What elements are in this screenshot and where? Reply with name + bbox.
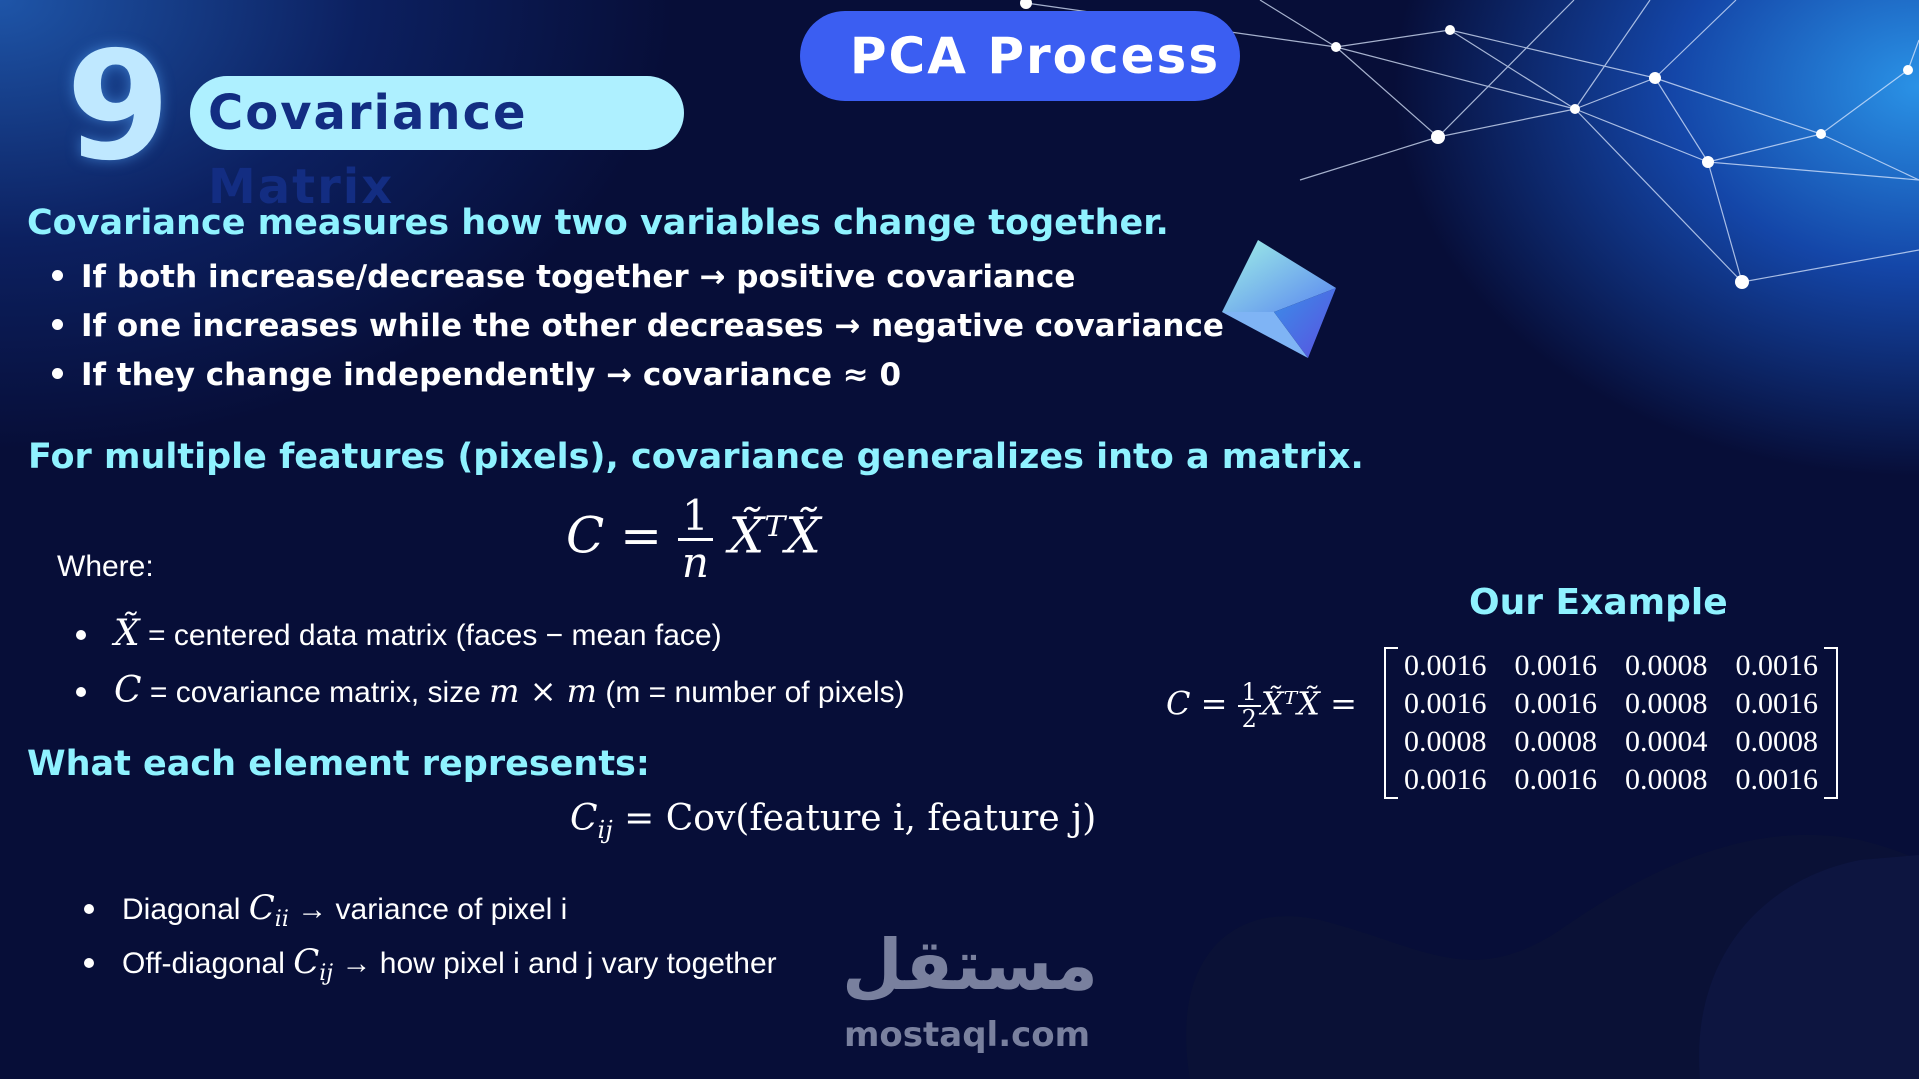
bullet-text: → how pixel i and j vary together [333,947,777,980]
slide-title: Covariance Matrix [190,76,684,150]
matrix-cell: 0.0016 [1514,687,1597,720]
formula-equals: = [1330,684,1357,723]
matrix-cell: 0.0016 [1735,687,1818,720]
bullet-text: Off-diagonal [122,947,294,980]
bullet-dot [84,958,94,968]
fraction-denominator: 2 [1241,705,1257,734]
formula-lhs: C [1166,684,1191,723]
bullet-text: = centered data matrix (faces − mean face) [139,619,722,652]
formula-lhs: C [570,798,598,839]
matrix-cell: 0.0008 [1514,725,1597,758]
formula-equals: = [1200,684,1228,723]
list-item [52,259,1075,295]
watermark-logo-arabic: مستقل [842,924,1099,1006]
symbol-subscript: ii [274,907,289,932]
bullet-dot [76,687,86,697]
matrix-cell: 0.0004 [1625,725,1708,758]
where-label: Where: [57,550,154,583]
matrix-cell: 0.0016 [1735,649,1818,682]
matrix-bracket-left [1384,647,1398,799]
formula-equals: = [620,506,663,565]
matrix-cell: 0.0016 [1514,649,1597,682]
gem-icon [1218,236,1340,362]
fraction-numerator: 1 [1238,680,1261,707]
formula-rhs: = Cov(feature i, feature j) [612,798,1097,839]
watermark-logo-latin: mostaql.com [844,1015,1091,1055]
bullet-dot [52,270,63,281]
formula-rhs: X̃ᵀX̃ [728,506,821,565]
symbol-c: C [114,670,142,711]
matrix-cell: 0.0016 [1404,649,1487,682]
matrix-cell: 0.0008 [1625,687,1708,720]
list-item [84,942,777,986]
list-item [76,613,722,654]
section-badge: PCA Process [800,11,1240,101]
covariance-formula [566,491,821,588]
matrix-row [1390,685,1832,723]
example-formula [1166,680,1357,732]
slide-number: 9 [66,20,171,194]
symbol-c: C [248,888,275,928]
list-item [52,308,1224,344]
bullet-text: If they change independently → covariance ≈ 0 [81,357,902,393]
bullet-text: (m = number of pixels) [597,676,905,709]
section-heading-covariance: Covariance measures how two variables change together. [27,203,1169,243]
matrix-cell: 0.0016 [1735,763,1818,796]
matrix-row [1390,647,1832,685]
matrix-cell: 0.0016 [1404,763,1487,796]
bullet-text: Diagonal [122,893,249,926]
formula-subscript: ij [597,816,613,845]
fraction-numerator: 1 [678,494,713,541]
bullet-dot [52,319,63,330]
list-item [76,670,905,711]
matrix-row [1390,761,1832,799]
covariance-matrix [1384,647,1838,799]
matrix-cell: 0.0016 [1404,687,1487,720]
matrix-cell: 0.0016 [1514,763,1597,796]
formula-fraction [678,491,713,588]
bullet-text: = covariance matrix, size [141,676,490,709]
symbol-x-tilde: X̃ [114,613,140,654]
matrix-bracket-right [1824,647,1838,799]
symbol-subscript: ij [319,961,334,986]
section-heading-elements: What each element represents: [27,744,650,784]
matrix-cell: 0.0008 [1625,763,1708,796]
matrix-table [1390,647,1832,799]
matrix-row [1390,723,1832,761]
formula-lhs: C [566,506,605,565]
section-heading-matrix: For multiple features (pixels), covariance generalizes into a matrix. [28,437,1364,477]
list-item [52,357,901,393]
bullet-dot [84,904,94,914]
element-formula [570,798,1096,844]
bullet-text: If both increase/decrease together → positive covariance [81,259,1076,295]
bullet-dot [52,368,63,379]
size-expression: m × m [489,672,598,710]
bullet-text: If one increases while the other decreases → negative covariance [81,308,1224,344]
fraction-denominator: n [681,538,709,588]
example-fraction [1238,680,1261,732]
matrix-cell: 0.0008 [1404,725,1487,758]
formula-product: X̃ᵀX̃ [1260,684,1320,723]
bullet-dot [76,630,86,640]
bullet-text: → variance of pixel i [288,893,568,926]
matrix-cell: 0.0008 [1625,649,1708,682]
list-item [84,888,567,932]
example-heading: Our Example [1469,582,1728,623]
symbol-c: C [293,942,320,982]
matrix-cell: 0.0008 [1735,725,1818,758]
